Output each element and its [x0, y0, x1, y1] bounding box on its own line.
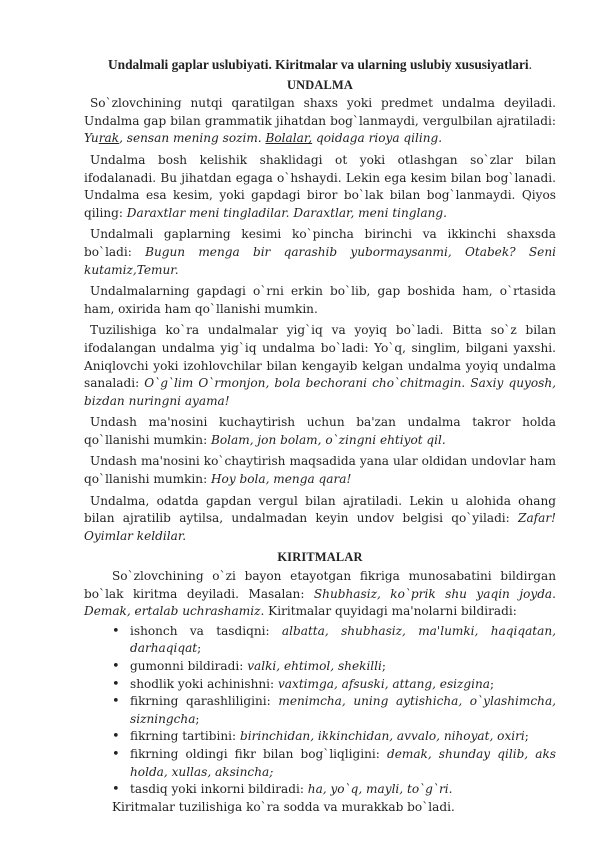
- paragraph-text: . Kiritmalar quyidagi ma'nolarni bildiradi:: [260, 604, 517, 619]
- paragraph-text: Undalmalarning gapdagi o`rni erkin bo`lib, gap boshida ham, o`rtasida ham, oxirida ham qo`llanishi mumkin.: [84, 284, 556, 316]
- example-part: Yu: [84, 131, 99, 146]
- paragraph-text: Undalma bosh kelishik shaklidagi ot yoki otlashgan so`zlar bilan ifodalanadi. Bu jihatdan egaga o`hshaydi. Lekin ega kesim bilan bog`lanadi. Undalma esa kesim, yoki gapdagi biror bo`lak bilan bog`lanmaydi. Qiyos qiling:: [84, 152, 556, 220]
- item-example: valki, ehtimol, shekilli: [247, 659, 382, 673]
- footer-paragraph: Kiritmalar tuzilishiga ko`ra sodda va murakkab bo`ladi.: [112, 799, 455, 814]
- list-item: [112, 658, 556, 676]
- paragraph: [84, 493, 556, 546]
- item-label: shodlik yoki achinishni:: [130, 676, 278, 691]
- item-example: menimcha, uning aytishicha, o`ylashimcha, sizningcha: [130, 694, 556, 726]
- item-example: demak, shunday qilib, aks holda, xullas, aksincha;: [130, 746, 556, 779]
- list-item: [112, 746, 556, 781]
- item-example: vaxtimga, afsuski, attang, esizgina: [277, 676, 490, 691]
- paragraph: [84, 226, 556, 279]
- example-part: qoidaga rioya qiling.: [312, 131, 443, 146]
- item-end: ;: [490, 676, 495, 691]
- example-text: O`g`lim O`rmonjon, bola bechorani cho`chitmagin. Saxiy quyosh, bizdan nuringni ayama!: [84, 376, 556, 408]
- section-heading-undalma: UNDALMA: [286, 77, 354, 92]
- list-item: [112, 781, 556, 799]
- paragraph-text: Undash ma'nosini ko`chaytirish maqsadida yana ular oldidan undovlar ham qo`llanishi mumkin:: [84, 454, 556, 487]
- list-item: [112, 693, 556, 728]
- example-text: Shubhasiz, ko`prik shu yaqin joyda. Demak, ertalab uchrashamiz: [84, 586, 556, 619]
- example-text: Hoy bola, menga qara!: [211, 472, 352, 487]
- paragraph: [84, 152, 556, 222]
- example-underlined: rak: [98, 131, 120, 146]
- item-example: birinchidan, ikkinchidan, avvalo, nihoyat, oxiri: [239, 729, 525, 744]
- bullet-list: [84, 623, 556, 799]
- paragraph: [84, 322, 556, 410]
- document-title: [84, 56, 556, 74]
- example-text: Bolam, jon bolam, o`zingni ehtiyot qil.: [211, 432, 446, 447]
- paragraph: [84, 453, 556, 488]
- item-end: ;: [195, 711, 200, 726]
- example-text: Bugun menga bir qarashib yubormaysanmi, Otabek? Seni kutamiz,Temur.: [84, 244, 556, 277]
- paragraph-text: So`zlovchining o`zi bayon etayotgan fikriga munosabatini bildirgan bo`lak kiritma deyiladi. Masalan:: [84, 569, 556, 601]
- paragraph: [84, 414, 556, 449]
- example-text: Daraxtlar meni tingladilar. Daraxtlar, meni tinglang.: [126, 205, 448, 220]
- paragraph-text: Undalma, odatda gapdan vergul bilan ajratiladi. Lekin u alohida ohang bilan ajratilib aytilsa, undalmadan keyin undov belgisi qo`yiladi:: [84, 493, 556, 526]
- item-end: ;: [197, 641, 202, 656]
- paragraph: [84, 283, 556, 318]
- example-text: Zafar! Oyimlar keldilar.: [84, 511, 556, 543]
- title-text: Undalmali gaplar uslubiyati. Kiritmalar va ularning uslubiy xususiyatlari: [107, 57, 529, 72]
- title-period: .: [528, 57, 532, 72]
- item-end: ;: [524, 729, 529, 744]
- paragraph-text: So`zlovchining nutqi qaratilgan shaxs yoki predmet undalma deyiladi. Undalma gap bilan grammatik jihatdan bog`lanmaydi, vergulbilan ajratiladi:: [84, 96, 556, 128]
- item-label: gumonni bildiradi:: [130, 659, 248, 673]
- paragraph-text: Tuzilishiga ko`ra undalmalar yig`iq va yoyiq bo`ladi. Bitta so`z bilan ifodalangan undalma yig`iq undalma bo`ladi: Yo`q, singlim, bilgani yaxshi. Aniqlovchi yoki izohlovchilar bilan kengayib kelgan undalma yoyiq undalma sanaladi:: [84, 323, 556, 391]
- item-example: ha, yo`q, mayli, to`g`ri.: [307, 782, 453, 797]
- section-heading-kiritmalar: KIRITMALAR: [277, 550, 363, 565]
- list-item: [112, 728, 556, 746]
- paragraph: [84, 568, 556, 621]
- list-item: [112, 676, 556, 694]
- item-label: ishonch va tasdiqni:: [130, 623, 282, 638]
- paragraph-text: Undash ma'nosini kuchaytirish uchun ba'zan undalma takror holda qo`llanishi mumkin:: [84, 415, 556, 447]
- item-label: fikrning tartibini:: [130, 729, 240, 744]
- example-part: , sensan mening sozim.: [119, 131, 266, 146]
- item-end: ;: [381, 659, 386, 673]
- item-label: fikrning oldingi fikr bilan bog`liqligini:: [130, 746, 387, 761]
- example-text: [84, 131, 442, 145]
- paragraph-text: Undalmali gaplarning kesimi ko`pincha birinchi va ikkinchi shaxsda bo`ladi:: [84, 227, 556, 259]
- paragraph: [84, 95, 556, 148]
- example-underlined: Bolalar,: [265, 131, 313, 146]
- item-label: fikrning qarashliligini:: [130, 694, 279, 709]
- list-item: [112, 623, 556, 658]
- item-label: tasdiq yoki inkorni bildiradi:: [130, 782, 308, 797]
- item-example: albatta, shubhasiz, ma'lumki, haqiqatan, darhaqiqat: [130, 623, 556, 656]
